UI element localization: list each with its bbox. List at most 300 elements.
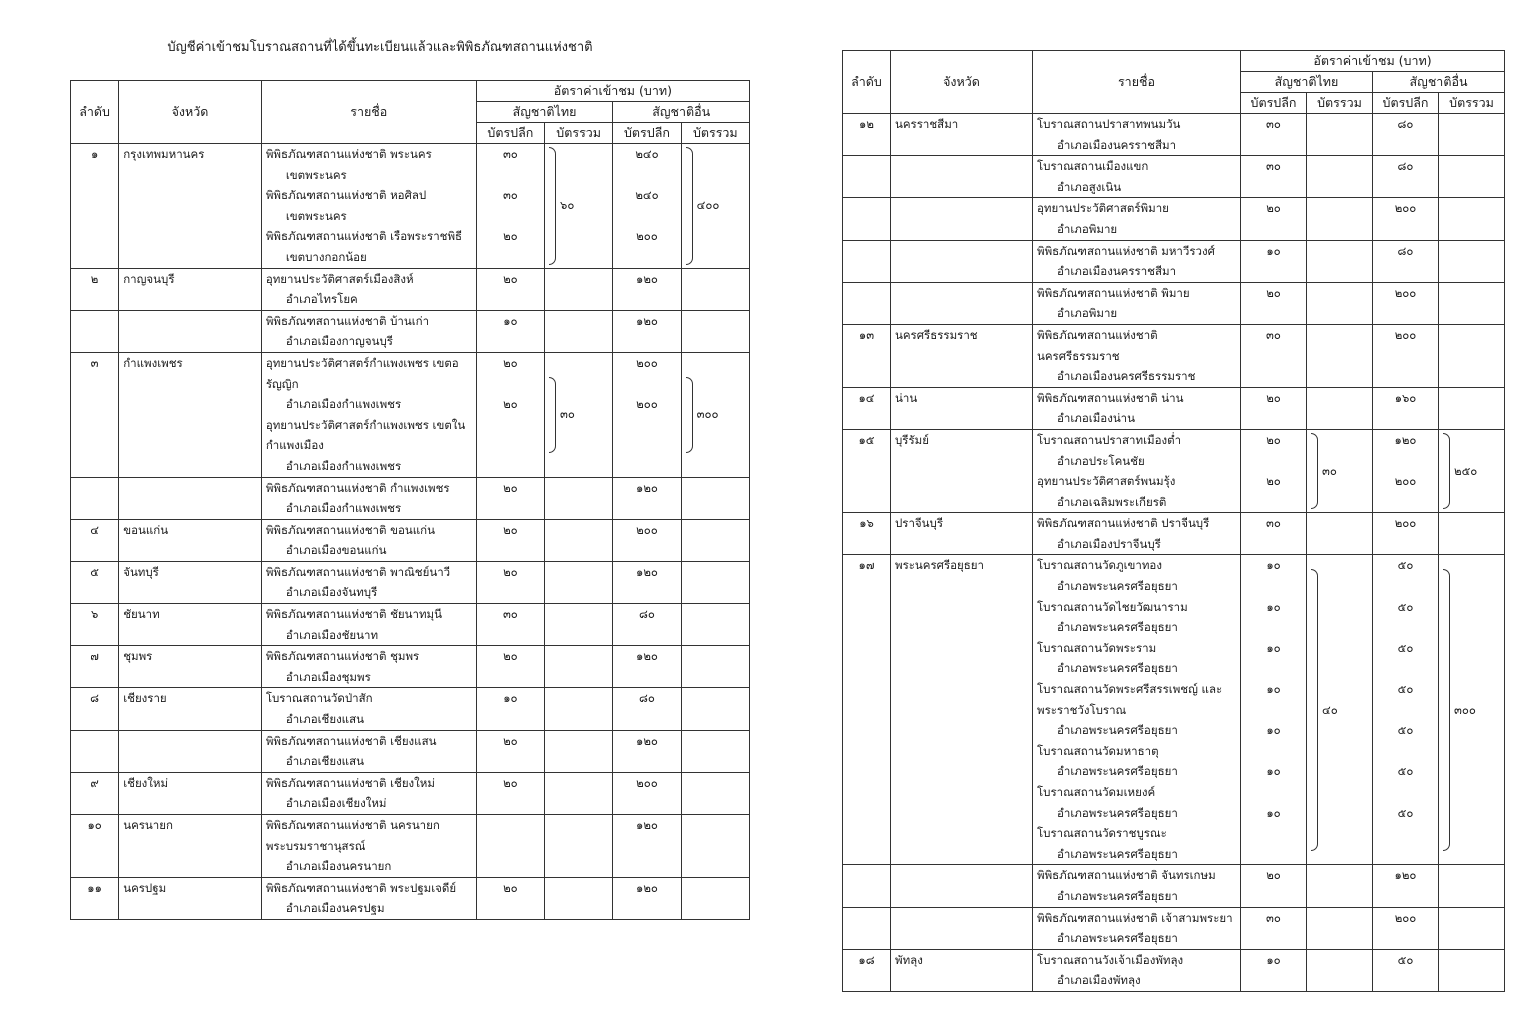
header-foreign-combined: บัตรรวม <box>681 123 749 144</box>
thai-single-fee: ๒๐ <box>503 649 518 664</box>
thai-single-fee: ๒๐ <box>503 775 518 790</box>
foreign-single-fee: ๒๐๐ <box>1394 285 1417 300</box>
site-name: อุทยานประวัติศาสตร์พนมรุ้ง <box>1037 474 1176 489</box>
province-name: บุรีรัมย์ <box>891 429 1033 512</box>
row-number: ๑๓ <box>843 324 891 387</box>
site-district: อำเภอเมืองกำแพงเพชร <box>285 501 402 516</box>
site-entry <box>266 562 472 603</box>
thai-single-fees <box>1241 949 1307 991</box>
foreign-combined-fee: ๓๐๐ <box>696 407 719 422</box>
thai-single-fee: ๒๐ <box>503 229 518 244</box>
site-district: อำเภอเมืองนครราชสีมา <box>1057 264 1177 279</box>
thai-combined-fee-cell <box>1307 114 1373 156</box>
thai-single-fees <box>1241 282 1307 324</box>
foreign-combined-fee: ๓๐๐ <box>1454 702 1476 717</box>
province-name <box>891 198 1033 240</box>
table-row <box>71 604 750 646</box>
row-number: ๑๐ <box>71 815 119 878</box>
foreign-single-fees <box>1373 865 1439 907</box>
site-name: พิพิธภัณฑสถานแห่งชาติ ปราจีนบุรี <box>1037 516 1210 531</box>
site-entry <box>1037 471 1236 512</box>
site-name: พิพิธภัณฑสถานแห่งชาติ เชียงแสน <box>265 733 437 748</box>
site-list <box>1033 429 1241 512</box>
province-name <box>891 282 1033 324</box>
header-province: จังหวัด <box>119 81 262 144</box>
thai-single-fees <box>1241 429 1307 512</box>
site-name: โบราณสถานปราสาทพนมวัน <box>1037 117 1181 131</box>
combined-bracket-group <box>1311 569 1368 851</box>
foreign-combined-fee: ๔๐๐ <box>696 198 720 213</box>
table-row <box>843 907 1505 949</box>
thai-single-fees <box>476 688 544 730</box>
foreign-single-fee: ๘๐ <box>639 691 655 706</box>
site-list <box>1033 907 1241 949</box>
row-number: ๑๘ <box>843 949 891 991</box>
province-name: น่าน <box>891 387 1033 429</box>
site-district: อำเภอพระนครศรีอยุธยา <box>1057 723 1178 738</box>
foreign-single-fee: ๒๐๐ <box>636 229 658 244</box>
site-entry <box>266 478 472 519</box>
combined-bracket-group <box>1443 433 1500 509</box>
row-number <box>71 730 119 772</box>
site-entry <box>1037 156 1236 197</box>
site-entry <box>266 688 472 729</box>
table-row <box>843 555 1505 865</box>
table-row <box>71 144 750 269</box>
foreign-single-fee: ๘๐ <box>639 607 655 622</box>
site-district: อำเภอเมืองกาญจนบุรี <box>285 334 393 349</box>
site-entry <box>1037 555 1236 596</box>
table-row <box>71 268 750 310</box>
header-list: รายชื่อ <box>261 81 476 144</box>
header-foreign-single: บัตรปลีก <box>613 123 681 144</box>
foreign-single-fee: ๑๒๐ <box>636 564 658 579</box>
site-entry <box>1037 741 1236 782</box>
province-name: จันทบุรี <box>119 561 262 603</box>
foreign-single-fee: ๒๔๐ <box>635 188 659 203</box>
site-entry <box>1037 325 1236 387</box>
thai-single-fee: ๓๐ <box>502 147 518 161</box>
site-district: เขตพระนคร <box>285 167 347 182</box>
province-name <box>119 730 262 772</box>
foreign-single-fee: ๑๒๐ <box>636 880 658 895</box>
foreign-single-fees <box>613 561 681 603</box>
foreign-single-fee: ๘๐ <box>1397 243 1414 258</box>
row-number <box>843 240 891 282</box>
site-district: อำเภอเมืองกำแพงเพชร <box>285 458 402 473</box>
thai-single-fees <box>476 877 544 919</box>
province-name: นครนายก <box>119 815 262 878</box>
site-name: โบราณสถานวัดพระราม <box>1037 640 1157 655</box>
foreign-single-fees <box>1373 387 1439 429</box>
thai-combined-fee-cell <box>1307 282 1373 324</box>
document-title: บัญชีค่าเข้าชมโบราณสถานที่ได้ขึ้นทะเบียนแล้วและพิพิธภัณฑสถานแห่งชาติ <box>167 40 593 55</box>
thai-single-fees <box>476 646 544 688</box>
site-entry <box>1037 241 1236 282</box>
table-row <box>843 324 1505 387</box>
site-list <box>261 144 476 269</box>
table-row <box>843 865 1505 907</box>
site-name: พิพิธภัณฑสถานแห่งชาติ มหาวีรวงศ์ <box>1037 243 1215 258</box>
thai-single-fee: ๑๐ <box>1266 952 1281 967</box>
table-row <box>71 772 750 814</box>
site-district: อำเภอพระนครศรีอยุธยา <box>1057 888 1178 903</box>
foreign-single-fee: ๕๐ <box>1397 805 1414 820</box>
foreign-single-fee: ๒๐๐ <box>1394 516 1417 531</box>
header-thai-combined: บัตรรวม <box>545 123 613 144</box>
foreign-combined-fee-cell <box>1439 156 1505 198</box>
site-list <box>261 561 476 603</box>
table-row <box>843 156 1505 198</box>
foreign-single-fees <box>613 477 681 519</box>
header-thai-single: บัตรปลีก <box>476 123 544 144</box>
site-entry <box>266 269 472 310</box>
site-name: อุทยานประวัติศาสตร์เมืองสิงห์ <box>265 271 414 286</box>
thai-combined-fee-cell <box>1307 907 1373 949</box>
site-entry <box>1037 823 1236 864</box>
site-district: อำเภอเมืองนครศรีธรรมราช <box>1057 369 1196 384</box>
table-row <box>71 730 750 772</box>
thai-combined-fee-cell <box>545 268 613 310</box>
site-district: อำเภอพระนครศรีอยุธยา <box>1057 931 1178 946</box>
foreign-combined-fee-cell <box>681 352 749 477</box>
site-district: อำเภอพระนครศรีอยุธยา <box>1057 764 1178 779</box>
site-name: พิพิธภัณฑสถานแห่งชาติ พาณิชย์นาวี <box>265 564 451 579</box>
thai-single-fees <box>476 561 544 603</box>
site-district: เขตพระนคร <box>285 208 347 223</box>
site-entry <box>1037 283 1236 324</box>
thai-combined-fee: ๓๐ <box>1322 463 1337 478</box>
thai-combined-fee-cell <box>1307 324 1373 387</box>
site-list <box>261 877 476 919</box>
table-row <box>71 477 750 519</box>
site-entry <box>1037 430 1236 471</box>
foreign-single-fees <box>1373 156 1439 198</box>
foreign-single-fees <box>613 688 681 730</box>
site-name: พิพิธภัณฑสถานแห่งชาติ จันทรเกษม <box>1037 868 1216 883</box>
site-list <box>261 604 476 646</box>
thai-single-fee: ๑๐ <box>503 313 518 328</box>
foreign-combined-fee-cell <box>1439 907 1505 949</box>
site-list <box>261 477 476 519</box>
foreign-single-fees <box>613 604 681 646</box>
site-district: อำเภอเมืองนครนายก <box>285 859 392 874</box>
foreign-combined-fee-cell <box>681 815 749 878</box>
site-name: โบราณสถานวัดป่าสัก <box>265 691 373 706</box>
site-district: อำเภอพระนครศรีอยุธยา <box>1057 579 1178 594</box>
thai-combined-fee-cell <box>1307 513 1373 555</box>
site-entry <box>266 815 472 877</box>
site-district: อำเภอเมืองปราจีนบุรี <box>1057 536 1161 551</box>
header-thai-single: บัตรปลีก <box>1241 93 1307 114</box>
foreign-combined-fee-cell <box>681 310 749 352</box>
thai-combined-fee-cell <box>1307 240 1373 282</box>
site-list <box>1033 555 1241 865</box>
table-row <box>71 688 750 730</box>
site-name: โบราณสถานเมืองแขก <box>1037 159 1149 174</box>
site-list <box>1033 513 1241 555</box>
thai-single-fee: ๒๐ <box>503 480 518 495</box>
thai-single-fees <box>1241 907 1307 949</box>
province-name: เชียงใหม่ <box>119 772 262 814</box>
site-entry <box>266 144 472 185</box>
foreign-single-fees <box>1373 114 1439 156</box>
brace-icon <box>1443 569 1450 851</box>
province-name <box>119 477 262 519</box>
foreign-combined-fee-cell <box>1439 198 1505 240</box>
combined-bracket-group <box>686 377 745 453</box>
header-list: รายชื่อ <box>1033 51 1241 114</box>
site-list <box>1033 282 1241 324</box>
province-name: กรุงเทพมหานคร <box>119 144 262 269</box>
thai-single-fees <box>1241 555 1307 865</box>
thai-single-fee: ๓๐ <box>1266 910 1281 925</box>
foreign-single-fee: ๑๒๐ <box>636 818 658 832</box>
foreign-combined-fee-cell <box>1439 429 1505 512</box>
thai-single-fee: ๒๐ <box>503 271 518 286</box>
site-name: อุทยานประวัติศาสตร์กำแพงเพชร เขตอรัญญิก <box>265 355 459 391</box>
foreign-single-fees <box>613 772 681 814</box>
site-district: อำเภอเชียงแสน <box>285 712 364 727</box>
row-number: ๗ <box>71 646 119 688</box>
foreign-single-fees <box>613 352 681 477</box>
site-name: พิพิธภัณฑสถานแห่งชาติ นครศรีธรรมราช <box>1037 327 1158 363</box>
site-list <box>1033 240 1241 282</box>
thai-single-fees <box>476 730 544 772</box>
site-name: พิพิธภัณฑสถานแห่งชาติ พระปฐมเจดีย์ <box>265 880 457 895</box>
site-list <box>261 268 476 310</box>
site-name: โบราณสถานวังเจ้าเมืองพัทลุง <box>1037 952 1184 967</box>
foreign-single-fee: ๑๒๐ <box>636 733 658 748</box>
thai-combined-fee-cell <box>1307 429 1373 512</box>
thai-single-fees <box>476 772 544 814</box>
site-name: พิพิธภัณฑสถานแห่งชาติ เชียงใหม่ <box>265 775 435 790</box>
site-name: อุทยานประวัติศาสตร์กำแพงเพชร เขตในกำแพงเมือง <box>265 417 466 453</box>
province-name: นครศรีธรรมราช <box>891 324 1033 387</box>
thai-combined-fee-cell <box>1307 198 1373 240</box>
site-district: อำเภอเมืองกำแพงเพชร <box>285 397 402 412</box>
row-number: ๑๕ <box>843 429 891 512</box>
province-name <box>891 907 1033 949</box>
site-name: พิพิธภัณฑสถานแห่งชาติ นครนายก พระบรมราชานุสรณ์ <box>265 818 440 853</box>
thai-single-fees <box>476 352 544 477</box>
thai-single-fee: ๑๐ <box>1266 558 1281 573</box>
thai-single-fees <box>476 310 544 352</box>
header-thai: สัญชาติไทย <box>1241 72 1373 93</box>
site-entry <box>1037 679 1236 741</box>
thai-single-fees <box>1241 240 1307 282</box>
foreign-combined-fee-cell <box>681 730 749 772</box>
site-name: พิพิธภัณฑสถานแห่งชาติ ขอนแก่น <box>265 522 435 537</box>
thai-combined-fee-cell <box>545 877 613 919</box>
combined-bracket-group <box>549 377 608 453</box>
header-foreign-single: บัตรปลีก <box>1373 93 1439 114</box>
thai-single-fee: ๒๐ <box>503 397 518 412</box>
province-name <box>891 240 1033 282</box>
thai-combined-fee: ๖๐ <box>560 198 575 213</box>
site-entry <box>266 185 472 226</box>
site-district: อำเภอเฉลิมพระเกียรติ <box>1057 494 1167 509</box>
foreign-single-fee: ๒๐๐ <box>636 775 658 790</box>
row-number <box>71 477 119 519</box>
fee-table-right <box>842 50 1505 992</box>
foreign-combined-fee-cell <box>1439 114 1505 156</box>
thai-combined-fee-cell <box>545 561 613 603</box>
site-entry <box>266 773 472 814</box>
site-list <box>261 815 476 878</box>
thai-single-fee: ๑๐ <box>1266 640 1281 655</box>
site-list <box>261 688 476 730</box>
thai-combined-fee-cell <box>545 604 613 646</box>
province-name: พระนครศรีอยุธยา <box>891 555 1033 865</box>
foreign-combined-fee-cell <box>681 268 749 310</box>
thai-combined-fee: ๔๐ <box>1322 702 1338 717</box>
foreign-single-fee: ๘๐ <box>1397 117 1414 131</box>
thai-single-fee: ๒๐ <box>503 564 518 579</box>
foreign-combined-fee-cell <box>1439 555 1505 865</box>
table-row <box>843 240 1505 282</box>
thai-single-fees <box>476 477 544 519</box>
thai-single-fee: ๒๐ <box>1266 285 1281 300</box>
row-number: ๑๗ <box>843 555 891 865</box>
foreign-single-fees <box>613 268 681 310</box>
table-row <box>71 352 750 477</box>
site-district: อำเภอเมืองขอนแก่น <box>285 543 387 558</box>
thai-single-fee: ๑๐ <box>1266 723 1281 738</box>
site-district: อำเภอประโคนชัย <box>1057 453 1145 468</box>
table-row <box>71 815 750 878</box>
thai-single-fee: ๒๐ <box>1266 474 1281 489</box>
thai-single-fee: ๒๐ <box>1266 201 1281 216</box>
site-district: อำเภอสูงเนิน <box>1057 179 1122 194</box>
site-entry <box>266 604 472 645</box>
site-district: อำเภอเมืองนครราชสีมา <box>1057 137 1177 152</box>
row-number <box>843 907 891 949</box>
site-district: อำเภอพิมาย <box>1057 221 1118 236</box>
thai-single-fee: ๓๐ <box>1266 516 1281 531</box>
table-row <box>71 519 750 561</box>
site-list <box>261 772 476 814</box>
site-district: อำเภอเมืองจันทบุรี <box>285 585 378 600</box>
province-name: กาญจนบุรี <box>119 268 262 310</box>
table-row <box>843 513 1505 555</box>
row-number: ๒ <box>71 268 119 310</box>
thai-single-fee: ๑๐ <box>1266 682 1281 697</box>
foreign-single-fee: ๕๐ <box>1397 723 1414 738</box>
site-name: โบราณสถานวัดราชบูรณะ <box>1037 826 1167 841</box>
site-name: พิพิธภัณฑสถานแห่งชาติ บ้านเก่า <box>265 313 430 328</box>
foreign-single-fee: ๕๐ <box>1397 599 1414 614</box>
site-name: โบราณสถานวัดมเหยงค์ <box>1037 785 1156 799</box>
site-entry <box>266 226 472 267</box>
foreign-single-fees <box>1373 282 1439 324</box>
thai-combined-fee-cell <box>1307 949 1373 991</box>
row-number: ๑๒ <box>843 114 891 156</box>
province-name: พัทลุง <box>891 949 1033 991</box>
site-list <box>261 310 476 352</box>
province-name: ปราจีนบุรี <box>891 513 1033 555</box>
foreign-single-fee: ๒๐๐ <box>1394 327 1417 342</box>
foreign-single-fees <box>1373 555 1439 865</box>
site-name: โบราณสถานวัดมหาธาตุ <box>1037 743 1159 758</box>
site-list <box>261 646 476 688</box>
thai-combined-fee-cell <box>1307 865 1373 907</box>
header-thai-combined: บัตรรวม <box>1307 93 1373 114</box>
site-entry <box>266 415 472 477</box>
foreign-single-fees <box>613 144 681 269</box>
thai-single-fees <box>476 519 544 561</box>
province-name <box>891 156 1033 198</box>
table-row <box>71 877 750 919</box>
foreign-single-fee: ๑๒๐ <box>1394 868 1417 883</box>
foreign-single-fees <box>613 877 681 919</box>
site-district: อำเภอเมืองเชียงใหม่ <box>285 796 387 811</box>
row-number <box>843 156 891 198</box>
site-district: อำเภอพระนครศรีอยุธยา <box>1057 661 1178 676</box>
foreign-single-fees <box>1373 907 1439 949</box>
brace-icon <box>549 147 556 265</box>
site-entry <box>1037 114 1236 155</box>
row-number <box>843 865 891 907</box>
site-name: พิพิธภัณฑสถานแห่งชาติ พระนคร <box>265 147 432 161</box>
site-entry <box>266 646 472 687</box>
header-no: ลำดับ <box>71 81 119 144</box>
site-entry <box>1037 908 1236 949</box>
foreign-single-fees <box>1373 429 1439 512</box>
foreign-combined-fee-cell <box>681 561 749 603</box>
site-district: อำเภอเมืองพัทลุง <box>1057 973 1141 988</box>
table-row <box>71 646 750 688</box>
foreign-single-fee: ๕๐ <box>1397 952 1414 967</box>
header-province: จังหวัด <box>891 51 1033 114</box>
thai-single-fees <box>1241 865 1307 907</box>
thai-single-fee <box>481 815 540 856</box>
row-number: ๑๖ <box>843 513 891 555</box>
foreign-single-fees <box>1373 240 1439 282</box>
thai-combined-fee-cell <box>1307 156 1373 198</box>
thai-combined-fee-cell <box>545 144 613 269</box>
brace-icon <box>1311 433 1318 509</box>
site-list <box>1033 198 1241 240</box>
foreign-single-fee: ๕๐ <box>1397 764 1414 779</box>
site-list <box>261 352 476 477</box>
site-name: พิพิธภัณฑสถานแห่งชาติ เจ้าสามพระยา <box>1037 910 1233 925</box>
foreign-combined-fee-cell <box>681 477 749 519</box>
foreign-single-fee: ๑๒๐ <box>636 480 658 495</box>
thai-single-fees <box>476 144 544 269</box>
table-row <box>843 429 1505 512</box>
site-district: อำเภอพระนครศรีอยุธยา <box>1057 846 1178 861</box>
site-list <box>1033 949 1241 991</box>
thai-combined-fee-cell <box>545 352 613 477</box>
row-number <box>843 198 891 240</box>
foreign-combined-fee-cell <box>1439 513 1505 555</box>
thai-single-fee: ๒๐ <box>1266 390 1281 405</box>
site-name: พิพิธภัณฑสถานแห่งชาติ หอศิลป <box>265 188 427 203</box>
foreign-single-fee: ๒๐๐ <box>1394 474 1417 489</box>
site-entry <box>266 311 472 352</box>
site-name: พิพิธภัณฑสถานแห่งชาติ กำแพงเพชร <box>265 480 450 495</box>
table-row <box>843 114 1505 156</box>
header-fee: อัตราค่าเข้าชม (บาท) <box>1241 51 1505 72</box>
thai-combined-fee-cell <box>545 477 613 519</box>
header-foreign: สัญชาติอื่น <box>613 102 750 123</box>
site-list <box>1033 156 1241 198</box>
site-list <box>1033 114 1241 156</box>
foreign-single-fee: ๒๐๐ <box>1394 910 1417 925</box>
site-name: พิพิธภัณฑสถานแห่งชาติ ชุมพร <box>265 649 420 664</box>
foreign-combined-fee-cell <box>681 772 749 814</box>
